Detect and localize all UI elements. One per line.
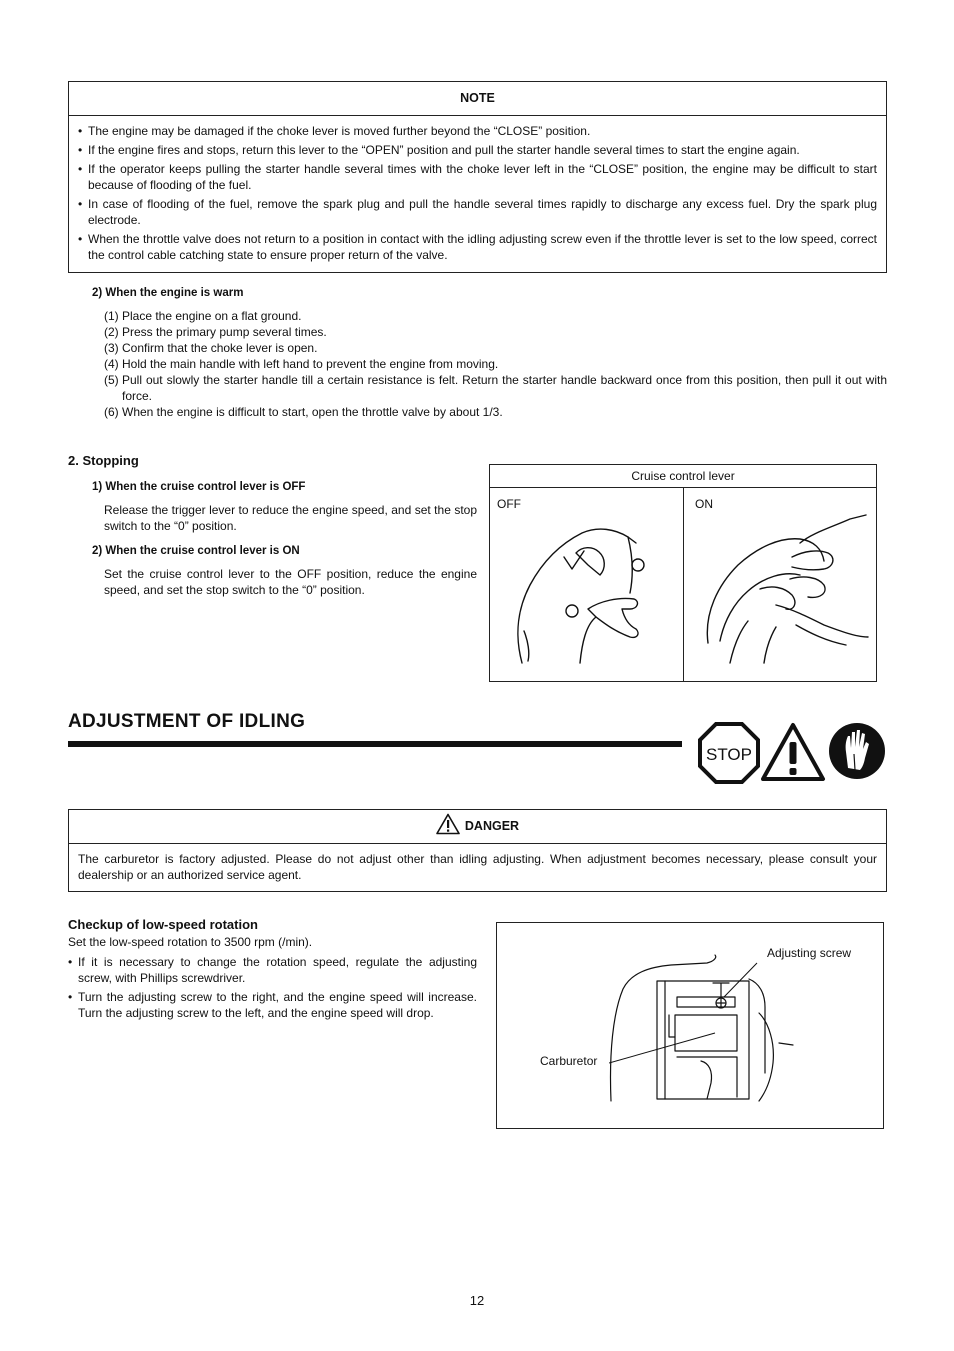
step-text: Hold the main handle with left hand to prevent the engine from moving.	[122, 357, 499, 371]
checkup-item: • If it is necessary to change the rotation speed, regulate the adjusting screw, with Phillips screwdriver.	[68, 954, 477, 986]
note-item: • In case of flooding of the fuel, remove the spark plug and pull the handle several times rapidly to discharge any excess fuel. Dry the spark plug electrode.	[78, 196, 877, 228]
carburetor-illustration	[609, 953, 795, 1103]
adjusting-screw-label: Adjusting screw	[767, 946, 852, 960]
step-item	[104, 356, 887, 372]
step-number: (4)	[104, 357, 119, 371]
handle-on-illustration	[700, 513, 870, 673]
danger-box	[68, 809, 887, 892]
checkup-heading: Checkup of low-speed rotation	[68, 917, 258, 932]
step-item	[104, 324, 887, 340]
carburetor-label: Carburetor	[540, 1054, 598, 1068]
cruise-control-figure	[489, 464, 877, 682]
handle-off-illustration	[510, 513, 680, 673]
step-text: Pull out slowly the starter handle till a certain resistance is felt. Return the starter handle backward once from this position, then pull it out with force.	[122, 373, 887, 403]
step-number: (1)	[104, 309, 119, 323]
note-item: • If the engine fires and stops, return this lever to the “OPEN” position and pull the starter handle several times to start the engine again.	[78, 142, 877, 158]
note-item: • When the throttle valve does not return to a position in contact with the idling adjusting screw even if the throttle lever is set to the low speed, correct the control cable catching state to ensure proper return of the valve.	[78, 231, 877, 263]
danger-text: The carburetor is factory adjusted. Please do not adjust other than idling adjusting. When adjustment becomes necessary, please consult your dealership or an authorized service agent.	[78, 852, 877, 882]
note-item: • The engine may be damaged if the choke lever is moved further beyond the “CLOSE” position.	[78, 123, 877, 139]
step-text: Place the engine on a flat ground.	[122, 309, 302, 323]
cruise-off-text: Release the trigger lever to reduce the engine speed, and set the stop switch to the “0” position.	[104, 503, 477, 533]
step-text: Press the primary pump several times.	[122, 325, 327, 339]
danger-title: DANGER	[464, 819, 520, 833]
carburetor-figure	[496, 922, 884, 1129]
step-text: Confirm that the choke lever is open.	[122, 341, 318, 355]
cruise-on-text: Set the cruise control lever to the OFF position, reduce the engine speed, and set the stop switch to the “0” position.	[104, 567, 477, 597]
stopping-heading: 2. Stopping	[68, 453, 139, 468]
checkup-list	[68, 954, 477, 1021]
note-list	[69, 116, 886, 263]
checkup-intro: Set the low-speed rotation to 3500 rpm (/min).	[68, 935, 313, 949]
gloves-icon	[828, 722, 886, 780]
warm-engine-heading: 2) When the engine is warm	[92, 287, 244, 299]
step-item	[104, 404, 887, 420]
section-title-rule	[68, 741, 682, 747]
page-number: 12	[469, 1293, 485, 1308]
cruise-on-heading: 2) When the cruise control lever is ON	[92, 545, 300, 557]
step-text: When the engine is difficult to start, open the throttle valve by about 1/3.	[122, 405, 503, 419]
danger-header	[69, 810, 886, 844]
figure-title: Cruise control lever	[490, 465, 876, 488]
section-title: ADJUSTMENT OF IDLING	[68, 711, 306, 732]
note-item: • If the operator keeps pulling the starter handle several times with the choke lever left in the “CLOSE” position, the engine may be difficult to start because of flooding of the fuel.	[78, 161, 877, 193]
step-number: (3)	[104, 341, 119, 355]
step-number: (6)	[104, 405, 119, 419]
stop-sign-icon	[698, 722, 760, 784]
step-item	[104, 340, 887, 356]
note-box	[68, 81, 887, 273]
step-item	[104, 372, 887, 404]
warm-engine-steps	[104, 308, 887, 420]
on-label: ON	[695, 497, 713, 511]
step-item	[104, 308, 887, 324]
checkup-item: • Turn the adjusting screw to the right, and the engine speed will increase. Turn the adjusting screw to the left, and the engine speed will drop.	[68, 989, 477, 1021]
note-title: NOTE	[69, 82, 886, 116]
step-number: (5)	[104, 373, 119, 387]
warning-triangle-icon	[760, 722, 826, 782]
cruise-off-heading: 1) When the cruise control lever is OFF	[92, 481, 306, 493]
figure-divider	[683, 488, 684, 682]
warning-icon	[436, 813, 460, 835]
off-label: OFF	[497, 497, 521, 511]
step-number: (2)	[104, 325, 119, 339]
stop-sign-label: STOP	[706, 745, 752, 764]
